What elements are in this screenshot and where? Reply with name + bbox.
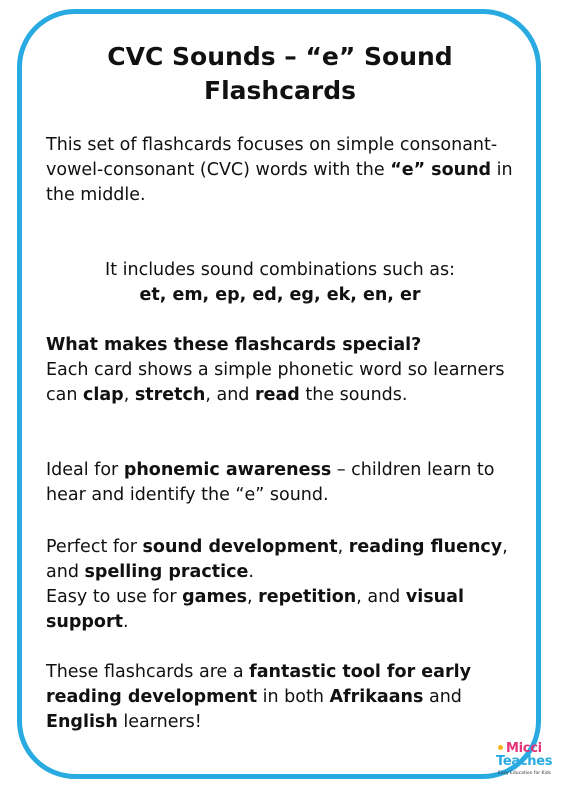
combos-lead: It includes sound combinations such as: [105,260,455,280]
logo-line-2: Teaches [496,754,553,769]
bold-games: games [182,587,247,607]
bold-reading-fluency: reading fluency [348,537,503,557]
special-heading: What makes these flashcards special? [46,335,422,355]
perfect-text-6: , [246,587,259,607]
bold-visual-support: visual support [46,587,464,632]
ideal-text: Ideal for [46,460,124,480]
perfect-text-4: . [248,562,254,582]
intro-bold-e-sound: “e” sound [390,160,492,180]
perfect-text-8: . [122,612,129,632]
bold-english: English [46,712,118,732]
logo-tagline: Easy Education for Kids [498,771,551,776]
special-paragraph [46,333,526,408]
bold-afrikaans: Afrikaans [329,687,424,707]
bold-spelling-practice: spelling practice [84,562,249,582]
closing-paragraph [46,660,526,735]
title-line-1: CVC Sounds – “e” Sound [107,42,453,71]
intro-paragraph [46,133,526,208]
micci-teaches-logo [496,742,558,788]
perfect-text-5: Easy to use for [46,587,183,607]
closing-text: These flashcards are a [46,662,250,682]
ideal-text-2: – children learn to hear and identify the “e” sound. [46,460,495,505]
special-text: Each card shows a simple phonetic word so learners can [46,360,505,405]
bold-stretch: stretch [134,385,206,405]
bold-repetition: repetition [258,587,357,607]
perfect-text-2: , [337,537,349,557]
ideal-paragraph [46,458,526,508]
combos-paragraph [40,258,520,308]
logo-dot-icon [498,745,503,750]
special-text-2: , [123,385,135,405]
bold-read: read [254,385,300,405]
intro-text-end: in the middle. [46,160,513,205]
perfect-text-7: , and [356,587,406,607]
bold-phonemic-awareness: phonemic awareness [123,460,332,480]
title-line-2: Flashcards [204,76,356,105]
bold-clap: clap [83,385,124,405]
page-title [40,40,520,108]
combos-list: et, em, ep, ed, eg, ek, en, er [139,285,421,305]
intro-text: This set of flashcards focuses on simple consonant-vowel-consonant (CVC) words with the [46,135,498,180]
bold-sound-development: sound development [142,537,338,557]
closing-text-4: learners! [117,712,202,732]
special-text-4: the sounds. [299,385,408,405]
perfect-text-3: , and [46,537,508,582]
logo-line-1: Micci [506,741,542,756]
perfect-text: Perfect for [46,537,143,557]
special-text-3: , and [205,385,255,405]
perfect-paragraph [46,535,526,635]
closing-text-2: in both [257,687,330,707]
closing-text-3: and [423,687,462,707]
bold-fantastic-tool: fantastic tool for early reading development [46,662,472,707]
